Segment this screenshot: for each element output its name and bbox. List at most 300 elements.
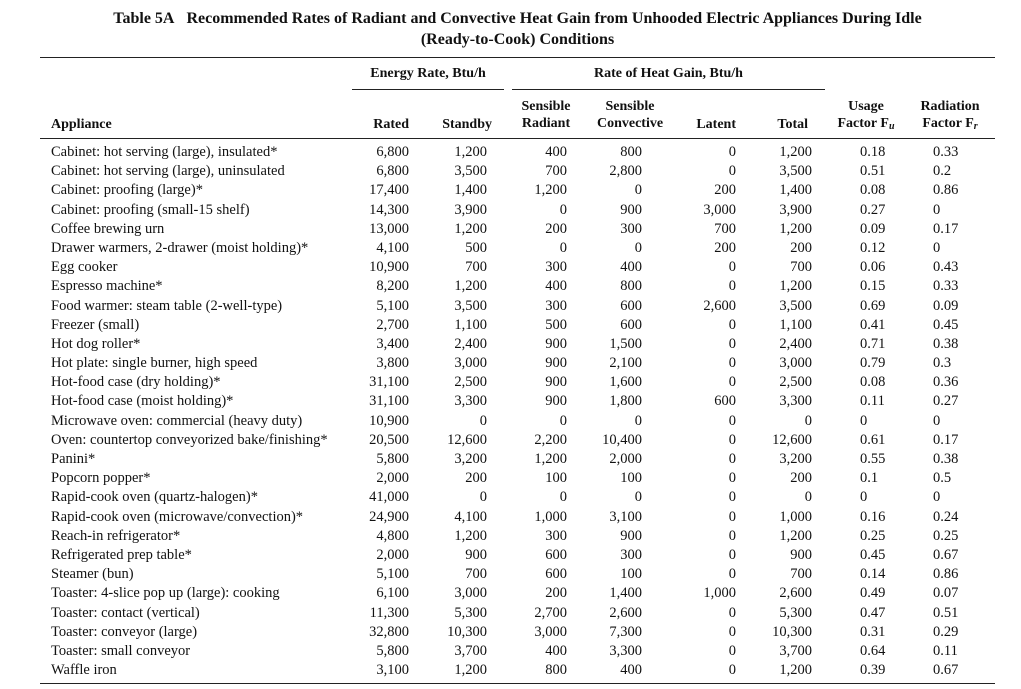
rated-cell: 4,100 <box>376 239 409 256</box>
sensible-convective-header <box>590 98 670 132</box>
usage-factor-cell: 0.09 <box>860 220 886 237</box>
sensible-convective-cell: 300 <box>620 220 642 237</box>
radiation-factor-cell: 0.5 <box>933 470 952 487</box>
rated-cell: 3,400 <box>376 335 409 352</box>
radiation-factor-cell: 0.51 <box>933 604 959 621</box>
usage-factor-cell: 0.69 <box>860 297 886 314</box>
standby-cell: 500 <box>465 239 487 256</box>
radiation-factor-cell: 0 <box>933 412 941 429</box>
usage-factor-cell: 0.08 <box>860 374 886 391</box>
usage-factor-cell: 0.14 <box>860 566 886 583</box>
radiation-factor-cell: 0 <box>933 201 941 218</box>
total-cell: 3,500 <box>779 297 812 314</box>
usage-factor-cell: 0.55 <box>860 451 886 467</box>
sensible-convective-cell: 800 <box>620 278 642 295</box>
standby-header: Standby <box>442 117 492 132</box>
rated-cell: 10,900 <box>369 412 409 429</box>
total-cell: 1,000 <box>779 508 812 525</box>
latent-cell: 0 <box>728 623 736 640</box>
radiation-factor-cell: 0.29 <box>933 623 959 640</box>
standby-cell: 700 <box>465 566 487 583</box>
standby-cell: 3,000 <box>454 585 487 602</box>
latent-cell: 0 <box>728 431 736 448</box>
usage-factor-cell: 0.27 <box>860 201 886 218</box>
usage-factor-cell: 0.47 <box>860 604 886 621</box>
table-row <box>0 354 1021 373</box>
appliance-header: Appliance <box>51 117 112 132</box>
usage-factor-cell: 0 <box>860 489 868 506</box>
bottom-rule <box>40 683 995 684</box>
table-row <box>0 565 1021 584</box>
rated-header: Rated <box>373 117 409 132</box>
rated-cell: 5,800 <box>376 451 409 467</box>
rated-cell: 5,100 <box>376 566 409 583</box>
latent-cell: 700 <box>714 220 736 237</box>
usage-factor-cell: 0.79 <box>860 355 886 372</box>
rated-cell: 31,100 <box>369 393 409 410</box>
rated-cell: 2,000 <box>376 470 409 487</box>
radiation-factor-cell: 0.11 <box>933 642 958 659</box>
sensible-radiant-cell: 200 <box>545 585 567 602</box>
standby-cell: 0 <box>479 489 487 506</box>
appliance-cell: Freezer (small) <box>51 316 140 333</box>
sensible-radiant-cell: 900 <box>545 374 567 391</box>
sensible-convective-cell: 0 <box>634 182 642 199</box>
caption-line-2: (Ready-to-Cook) Conditions <box>420 31 615 48</box>
table-row <box>0 297 1021 316</box>
latent-cell: 0 <box>728 662 736 679</box>
sensible-radiant-cell: 0 <box>559 239 567 256</box>
sensible-radiant-cell: 600 <box>545 546 567 563</box>
usage-factor-cell: 0.41 <box>860 316 886 333</box>
latent-cell: 0 <box>728 335 736 352</box>
sensible-radiant-cell: 900 <box>545 335 567 352</box>
usage-factor-cell: 0.12 <box>860 239 886 256</box>
table-row <box>0 527 1021 546</box>
sensible-radiant-cell: 3,000 <box>534 623 567 640</box>
sensible-convective-cell: 10,400 <box>602 431 642 448</box>
sensible-radiant-header-line1: Sensible <box>521 99 571 114</box>
appliance-cell: Drawer warmers, 2-drawer (moist holding)* <box>51 239 309 256</box>
latent-cell: 0 <box>728 604 736 621</box>
sensible-convective-cell: 100 <box>620 470 642 487</box>
latent-cell: 0 <box>728 508 736 525</box>
appliance-cell: Cabinet: proofing (large)* <box>51 182 203 199</box>
sensible-radiant-cell: 1,000 <box>534 508 567 525</box>
radiation-factor-header-line1: Radiation <box>920 99 980 114</box>
usage-factor-header-text: Factor F <box>837 116 889 131</box>
total-cell: 1,100 <box>779 316 812 333</box>
radiation-factor-cell: 0.3 <box>933 355 952 372</box>
total-cell: 3,900 <box>779 201 812 218</box>
sensible-radiant-cell: 0 <box>559 412 567 429</box>
appliance-cell: Popcorn popper* <box>51 470 151 487</box>
usage-factor-cell: 0.49 <box>860 585 886 602</box>
appliance-cell: Hot-food case (moist holding)* <box>51 393 234 410</box>
total-cell: 200 <box>790 470 812 487</box>
header-bottom-rule <box>40 138 995 139</box>
sensible-radiant-cell: 2,200 <box>534 431 567 448</box>
total-cell: 1,200 <box>779 220 812 237</box>
latent-cell: 0 <box>728 489 736 506</box>
rated-cell: 14,300 <box>369 201 409 218</box>
sensible-convective-cell: 1,600 <box>609 374 642 391</box>
rated-cell: 31,100 <box>369 374 409 391</box>
table-caption <box>40 8 995 50</box>
total-cell: 2,500 <box>779 374 812 391</box>
appliance-cell: Hot plate: single burner, high speed <box>51 355 258 372</box>
total-cell: 0 <box>804 412 812 429</box>
total-cell: 12,600 <box>772 431 812 448</box>
sensible-convective-cell: 1,800 <box>609 393 642 410</box>
appliance-cell: Waffle iron <box>51 662 117 679</box>
table-row <box>0 412 1021 431</box>
latent-cell: 1,000 <box>703 585 736 602</box>
sensible-radiant-cell: 300 <box>545 527 567 544</box>
sensible-convective-header-line1: Sensible <box>605 99 655 114</box>
table-row <box>0 258 1021 277</box>
total-cell: 0 <box>804 489 812 506</box>
sensible-radiant-cell: 600 <box>545 566 567 583</box>
standby-cell: 1,200 <box>454 527 487 544</box>
rated-cell: 6,800 <box>376 163 409 180</box>
usage-factor-cell: 0.25 <box>860 527 886 544</box>
table-row <box>0 546 1021 565</box>
appliance-cell: Toaster: contact (vertical) <box>51 604 200 621</box>
rated-cell: 41,000 <box>369 489 409 506</box>
rated-cell: 3,100 <box>376 662 409 679</box>
appliance-cell: Microwave oven: commercial (heavy duty) <box>51 412 303 429</box>
standby-cell: 1,400 <box>454 182 487 199</box>
latent-cell: 0 <box>728 412 736 429</box>
standby-cell: 0 <box>479 412 487 429</box>
sensible-convective-cell: 7,300 <box>609 623 642 640</box>
sensible-convective-cell: 3,100 <box>609 508 642 525</box>
appliance-cell: Refrigerated prep table* <box>51 546 192 563</box>
usage-factor-cell: 0.18 <box>860 144 886 160</box>
table-row <box>0 392 1021 411</box>
usage-factor-cell: 0.15 <box>860 278 886 295</box>
latent-cell: 0 <box>728 642 736 659</box>
table-row <box>0 373 1021 392</box>
table-row <box>0 450 1021 469</box>
radiation-factor-header-line2 <box>910 115 990 135</box>
usage-factor-cell: 0.71 <box>860 335 886 352</box>
sensible-convective-cell: 0 <box>634 239 642 256</box>
sensible-radiant-cell: 300 <box>545 259 567 276</box>
latent-cell: 0 <box>728 546 736 563</box>
appliance-cell: Hot-food case (dry holding)* <box>51 374 221 391</box>
appliance-cell: Reach-in refrigerator* <box>51 527 181 544</box>
latent-cell: 0 <box>728 163 736 180</box>
sensible-convective-cell: 600 <box>620 316 642 333</box>
total-header: Total <box>777 117 808 132</box>
sensible-convective-cell: 0 <box>634 489 642 506</box>
appliance-cell: Espresso machine* <box>51 278 163 295</box>
caption-line-1 <box>40 8 995 29</box>
standby-cell: 3,200 <box>454 451 487 467</box>
sensible-convective-cell: 2,800 <box>609 163 642 180</box>
sensible-radiant-cell: 0 <box>559 201 567 218</box>
latent-cell: 0 <box>728 470 736 487</box>
rated-cell: 20,500 <box>369 431 409 448</box>
standby-cell: 3,700 <box>454 642 487 659</box>
standby-cell: 200 <box>465 470 487 487</box>
rated-cell: 5,100 <box>376 297 409 314</box>
radiation-factor-cell: 0.33 <box>933 144 959 160</box>
appliance-cell: Rapid-cook oven (microwave/convection)* <box>51 508 304 525</box>
appliance-cell: Cabinet: proofing (small-15 shelf) <box>51 201 250 218</box>
latent-cell: 0 <box>728 144 736 160</box>
radiation-factor-cell: 0.09 <box>933 297 959 314</box>
radiation-factor-header-text: Factor F <box>922 116 974 131</box>
total-cell: 3,200 <box>779 451 812 467</box>
heat-gain-rule <box>512 89 825 90</box>
sensible-radiant-cell: 300 <box>545 297 567 314</box>
table-title: Recommended Rates of Radiant and Convective Heat Gain from Unhooded Electric Appliances During Idle <box>186 10 922 27</box>
appliance-cell: Egg cooker <box>51 259 118 276</box>
radiation-factor-header <box>910 98 990 135</box>
appliance-cell: Hot dog roller* <box>51 335 141 352</box>
sensible-convective-cell: 800 <box>620 144 642 160</box>
radiation-factor-cell: 0.38 <box>933 451 959 467</box>
standby-cell: 2,500 <box>454 374 487 391</box>
total-cell: 2,600 <box>779 585 812 602</box>
sensible-radiant-cell: 0 <box>559 489 567 506</box>
appliance-cell: Oven: countertop conveyorized bake/finishing* <box>51 431 328 448</box>
radiation-factor-cell: 0.36 <box>933 374 959 391</box>
rated-cell: 2,000 <box>376 546 409 563</box>
appliance-cell: Panini* <box>51 451 96 467</box>
standby-cell: 1,100 <box>454 316 487 333</box>
standby-cell: 3,900 <box>454 201 487 218</box>
radiation-factor-cell: 0.2 <box>933 163 952 180</box>
sensible-radiant-cell: 200 <box>545 220 567 237</box>
radiation-factor-cell: 0.07 <box>933 585 959 602</box>
table-row <box>0 469 1021 488</box>
sensible-radiant-cell: 800 <box>545 662 567 679</box>
sensible-convective-cell: 300 <box>620 546 642 563</box>
radiation-factor-cell: 0.43 <box>933 259 959 276</box>
radiation-factor-cell: 0.24 <box>933 508 959 525</box>
radiation-factor-cell: 0.67 <box>933 662 959 679</box>
energy-rate-group-header: Energy Rate, Btu/h <box>370 66 486 81</box>
radiation-factor-cell: 0.86 <box>933 182 959 199</box>
latent-cell: 600 <box>714 393 736 410</box>
radiation-factor-cell: 0.27 <box>933 393 959 410</box>
radiation-factor-cell: 0.25 <box>933 527 959 544</box>
appliance-cell: Toaster: small conveyor <box>51 642 191 659</box>
table-row <box>0 508 1021 527</box>
sensible-radiant-cell: 2,700 <box>534 604 567 621</box>
usage-factor-cell: 0.64 <box>860 642 886 659</box>
latent-header: Latent <box>696 117 736 132</box>
rated-cell: 2,700 <box>376 316 409 333</box>
radiation-factor-cell: 0.33 <box>933 278 959 295</box>
usage-factor-cell: 0.08 <box>860 182 886 199</box>
latent-cell: 3,000 <box>703 201 736 218</box>
standby-cell: 1,200 <box>454 144 487 160</box>
sensible-convective-header-line2: Convective <box>596 116 664 131</box>
rated-cell: 4,800 <box>376 527 409 544</box>
top-rule <box>40 57 995 58</box>
standby-cell: 1,200 <box>454 662 487 679</box>
total-cell: 1,400 <box>779 182 812 199</box>
table-row <box>0 201 1021 220</box>
usage-factor-header <box>826 98 906 135</box>
standby-cell: 4,100 <box>454 508 487 525</box>
radiation-factor-cell: 0.38 <box>933 335 959 352</box>
table-row <box>0 162 1021 181</box>
standby-cell: 2,400 <box>454 335 487 352</box>
usage-factor-cell: 0.11 <box>860 393 885 410</box>
sensible-radiant-cell: 400 <box>545 642 567 659</box>
standby-cell: 3,300 <box>454 393 487 410</box>
standby-cell: 1,200 <box>454 220 487 237</box>
rated-cell: 17,400 <box>369 182 409 199</box>
standby-cell: 12,600 <box>447 431 487 448</box>
total-cell: 900 <box>790 546 812 563</box>
appliance-cell: Cabinet: hot serving (large), insulated* <box>51 144 278 160</box>
total-cell: 3,500 <box>779 163 812 180</box>
radiation-factor-cell: 0 <box>933 239 941 256</box>
standby-cell: 1,200 <box>454 278 487 295</box>
latent-cell: 0 <box>728 451 736 467</box>
sensible-convective-cell: 900 <box>620 527 642 544</box>
rated-cell: 11,300 <box>369 604 409 621</box>
sensible-convective-cell: 2,100 <box>609 355 642 372</box>
total-cell: 200 <box>790 239 812 256</box>
usage-factor-cell: 0.51 <box>860 163 886 180</box>
usage-factor-cell: 0.1 <box>860 470 879 487</box>
standby-cell: 10,300 <box>447 623 487 640</box>
sensible-radiant-cell: 400 <box>545 278 567 295</box>
appliance-cell: Steamer (bun) <box>51 566 134 583</box>
rated-cell: 8,200 <box>376 278 409 295</box>
latent-cell: 0 <box>728 259 736 276</box>
total-cell: 3,300 <box>779 393 812 410</box>
sensible-convective-cell: 1,500 <box>609 335 642 352</box>
usage-factor-cell: 0.39 <box>860 662 886 679</box>
total-cell: 1,200 <box>779 662 812 679</box>
sensible-convective-cell: 900 <box>620 201 642 218</box>
usage-factor-header-line2 <box>826 115 906 135</box>
usage-factor-subscript: u <box>888 121 895 132</box>
rated-cell: 13,000 <box>369 220 409 237</box>
radiation-factor-cell: 0.17 <box>933 431 959 448</box>
latent-cell: 200 <box>714 239 736 256</box>
sensible-radiant-header <box>510 98 582 132</box>
table-row <box>0 431 1021 450</box>
total-cell: 3,700 <box>779 642 812 659</box>
radiation-factor-subscript: r <box>973 121 978 132</box>
sensible-radiant-cell: 1,200 <box>534 451 567 467</box>
total-cell: 700 <box>790 566 812 583</box>
standby-cell: 700 <box>465 259 487 276</box>
standby-cell: 3,500 <box>454 163 487 180</box>
total-cell: 1,200 <box>779 144 812 160</box>
rated-cell: 24,900 <box>369 508 409 525</box>
sensible-radiant-cell: 900 <box>545 393 567 410</box>
table-row <box>0 661 1021 680</box>
table-row <box>0 488 1021 507</box>
total-cell: 2,400 <box>779 335 812 352</box>
usage-factor-cell: 0.45 <box>860 546 886 563</box>
latent-cell: 0 <box>728 355 736 372</box>
sensible-radiant-header-line2: Radiant <box>521 116 571 131</box>
sensible-convective-cell: 2,600 <box>609 604 642 621</box>
standby-cell: 900 <box>465 546 487 563</box>
sensible-radiant-cell: 900 <box>545 355 567 372</box>
table-row <box>0 584 1021 603</box>
rated-cell: 32,800 <box>369 623 409 640</box>
sensible-convective-cell: 400 <box>620 259 642 276</box>
standby-cell: 5,300 <box>454 604 487 621</box>
total-cell: 1,200 <box>779 527 812 544</box>
total-cell: 5,300 <box>779 604 812 621</box>
latent-cell: 0 <box>728 278 736 295</box>
table-label: Table 5A <box>113 10 175 27</box>
appliance-cell: Food warmer: steam table (2-well-type) <box>51 297 283 314</box>
radiation-factor-cell: 0.86 <box>933 566 959 583</box>
energy-rate-rule <box>352 89 504 90</box>
sensible-convective-cell: 400 <box>620 662 642 679</box>
table-row <box>0 642 1021 661</box>
total-cell: 1,200 <box>779 278 812 295</box>
total-cell: 10,300 <box>772 623 812 640</box>
table-row <box>0 239 1021 258</box>
total-cell: 700 <box>790 259 812 276</box>
usage-factor-cell: 0.31 <box>860 623 886 640</box>
table-row <box>0 143 1021 162</box>
sensible-convective-cell: 100 <box>620 566 642 583</box>
standby-cell: 3,000 <box>454 355 487 372</box>
table-row <box>0 220 1021 239</box>
sensible-radiant-cell: 1,200 <box>534 182 567 199</box>
rated-cell: 3,800 <box>376 355 409 372</box>
standby-cell: 3,500 <box>454 297 487 314</box>
table-body <box>0 143 1021 680</box>
table-row <box>0 623 1021 642</box>
appliance-cell: Coffee brewing urn <box>51 220 165 237</box>
latent-cell: 0 <box>728 566 736 583</box>
total-cell: 3,000 <box>779 355 812 372</box>
radiation-factor-cell: 0.45 <box>933 316 959 333</box>
latent-cell: 2,600 <box>703 297 736 314</box>
table-row <box>0 277 1021 296</box>
table-row <box>0 335 1021 354</box>
latent-cell: 0 <box>728 527 736 544</box>
usage-factor-header-line1: Usage <box>848 99 884 114</box>
sensible-radiant-cell: 500 <box>545 316 567 333</box>
table-row <box>0 181 1021 200</box>
sensible-radiant-cell: 100 <box>545 470 567 487</box>
radiation-factor-cell: 0.17 <box>933 220 959 237</box>
sensible-radiant-cell: 700 <box>545 163 567 180</box>
sensible-convective-cell: 1,400 <box>609 585 642 602</box>
sensible-convective-cell: 600 <box>620 297 642 314</box>
latent-cell: 0 <box>728 316 736 333</box>
radiation-factor-cell: 0 <box>933 489 941 506</box>
table-row <box>0 316 1021 335</box>
radiation-factor-cell: 0.67 <box>933 546 959 563</box>
appliance-cell: Toaster: 4-slice pop up (large): cooking <box>51 585 280 602</box>
sensible-radiant-cell: 400 <box>545 144 567 160</box>
table-row <box>0 604 1021 623</box>
rated-cell: 6,100 <box>376 585 409 602</box>
usage-factor-cell: 0.06 <box>860 259 886 276</box>
rated-cell: 5,800 <box>376 642 409 659</box>
